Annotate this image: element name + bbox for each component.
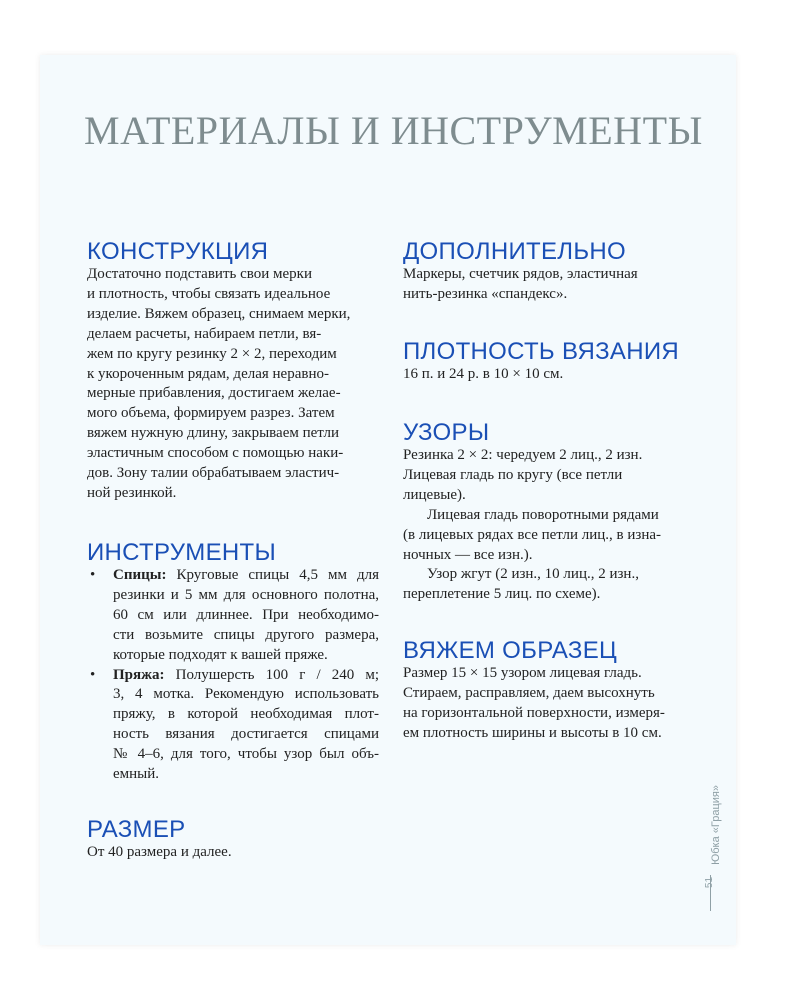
text-line: Лицевая гладь по кругу (все петли (403, 466, 623, 483)
text-line: Пряжа: Полушерсть 100 г / 240 м; (113, 666, 379, 683)
text-line: ность вязания достигается спицами (113, 726, 379, 743)
construction-text (87, 265, 379, 504)
section-construction (87, 238, 379, 504)
text-line: которые подходят к вашей пряже. (113, 646, 328, 663)
text-line: изделие. Вяжем образец, снимаем мерки, (87, 305, 351, 322)
text-line: ночных — все изн.). (403, 546, 533, 563)
construction-heading: КОНСТРУКЦИЯ (87, 238, 269, 265)
text-line: 60 см или длиннее. При необходимо- (113, 606, 379, 623)
patterns-text (403, 446, 698, 605)
text-line: 3, 4 мотка. Рекомендую использовать (113, 686, 379, 703)
swatch-heading: ВЯЖЕМ ОБРАЗЕЦ (403, 637, 618, 664)
patterns-heading: УЗОРЫ (403, 419, 490, 446)
size-text: От 40 размера и далее. (87, 844, 232, 860)
section-swatch (403, 637, 698, 744)
text-line: пряжу, в которой необходимая плот- (113, 706, 379, 723)
page-number: 51 (704, 876, 716, 889)
text-line: емный. (113, 766, 160, 783)
needles-label: Спицы: (113, 567, 167, 583)
bullet-icon: • (90, 666, 96, 683)
gauge-heading: ПЛОТНОСТЬ ВЯЗАНИЯ (403, 338, 680, 365)
text-line: нить-резинка «спандекс». (403, 285, 568, 302)
text-line: (в лицевых рядах все петли лиц., в изна- (403, 526, 662, 543)
text-line: № 4–6, для того, чтобы узор был объ- (113, 746, 379, 763)
text-line: Резинка 2 × 2: чередуем 2 лиц., 2 изн. (403, 447, 643, 463)
text-line: вяжем нужную длину, закрываем петли (87, 425, 339, 442)
text-line: Лицевая гладь поворотными рядами (427, 506, 659, 523)
tools-heading: ИНСТРУМЕНТЫ (87, 539, 277, 566)
additional-heading: ДОПОЛНИТЕЛЬНО (403, 238, 626, 265)
text-line: мерные прибавления, достигаем желае- (87, 385, 341, 402)
section-tools (87, 539, 379, 785)
text-line: Узор жгут (2 изн., 10 лиц., 2 изн., (427, 566, 639, 583)
text-line: жем по кругу резинку 2 × 2, переходим (87, 345, 337, 362)
text-line: эластичным способом с помощью наки- (87, 445, 344, 462)
text-line: ем плотность ширины и высоты в 10 см. (403, 724, 662, 741)
section-additional (403, 238, 698, 305)
text-line: делаем расчеты, набираем петли, вя- (87, 325, 322, 342)
gauge-text: 16 п. и 24 р. в 10 × 10 см. (403, 366, 564, 382)
section-size (87, 816, 379, 863)
section-patterns (403, 419, 698, 605)
text-line: мого объема, формируем разрез. Затем (87, 405, 335, 422)
text-line: на горизонтальной поверхности, измеря- (403, 704, 665, 721)
list-item-needles (87, 566, 379, 666)
text-line: резинки и 5 мм для основного полотна, (113, 586, 379, 603)
text-line: Спицы: Круговые спицы 4,5 мм для (113, 567, 379, 583)
section-gauge (403, 338, 698, 385)
text-line: сти возьмите спицы другого размера, (113, 626, 379, 643)
text-line: Маркеры, счетчик рядов, эластичная (403, 266, 638, 282)
swatch-text (403, 664, 698, 744)
text-line: и плотность, чтобы связать идеальное (87, 285, 331, 302)
text-line: переплетение 5 лиц. по схеме). (403, 586, 601, 603)
size-heading: РАЗМЕР (87, 816, 186, 843)
text-line: Стираем, расправляем, даем высохнуть (403, 684, 655, 701)
text-line: дов. Зону талии обрабатываем эластич- (87, 465, 340, 482)
text-line: Размер 15 × 15 узором лицевая гладь. (403, 665, 642, 681)
yarn-label: Пряжа: (113, 666, 165, 683)
list-item-yarn (87, 666, 379, 785)
page-title: МАТЕРИАЛЫ И ИНСТРУМЕНТЫ (84, 108, 703, 153)
text-line: лицевые). (403, 486, 466, 503)
page (40, 55, 736, 945)
text-line: ной резинкой. (87, 484, 177, 501)
text-line: Достаточно подставить свои мерки (87, 266, 312, 282)
running-head-label: Юбка «Грация» (710, 785, 722, 865)
bullet-icon: • (90, 567, 96, 583)
text-line: к укороченным рядам, делая неравно- (87, 365, 329, 382)
additional-text (403, 265, 698, 305)
